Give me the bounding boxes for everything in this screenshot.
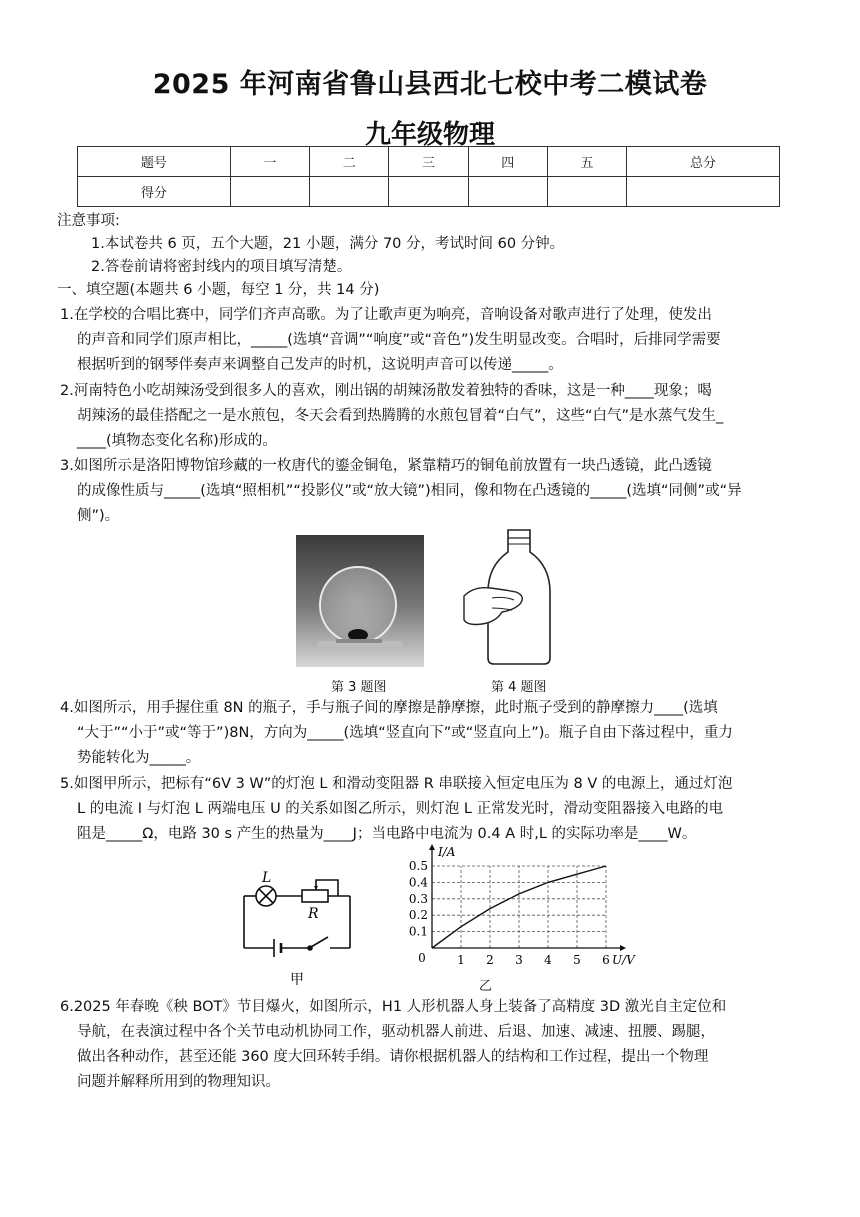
y-tick-label: 0.4 xyxy=(408,875,428,890)
x-tick-label: 5 xyxy=(573,953,581,967)
figure-4-bottle xyxy=(462,528,574,668)
iu-graph xyxy=(404,842,635,994)
score-header-cell: 二 xyxy=(310,147,389,177)
score-cell[interactable] xyxy=(310,177,389,207)
question-1-line: 1.在学校的合唱比赛中，同学们齐声高歌。为了让歌声更为响亮，音响设备对歌声进行了处理，使发出 xyxy=(60,307,712,323)
x-tick-label: 6 xyxy=(602,953,610,967)
question-2-line: 2.河南特色小吃胡辣汤受到很多人的喜欢，刚出锅的胡辣汤散发着独特的香味，这是一种____现象；喝 xyxy=(60,383,712,399)
score-header-cell: 题号 xyxy=(78,147,231,177)
question-2-line: ____(填物态变化名称)形成的。 xyxy=(77,433,277,449)
x-tick-label: 2 xyxy=(486,953,494,967)
score-table xyxy=(77,146,780,207)
score-table-header-row xyxy=(78,147,780,177)
score-header-cell: 总分 xyxy=(627,147,780,177)
x-axis-arrow xyxy=(620,945,626,951)
y-axis-arrow xyxy=(429,844,435,850)
question-6-line: 导航，在表演过程中各个关节电动机协同工作，驱动机器人前进、后退、加速、减速、扭腰、踢腿， xyxy=(77,1024,715,1040)
question-3-line: 3.如图所示是洛阳博物馆珍藏的一枚唐代的鎏金铜龟，紧靠精巧的铜龟前放置有一块凸透镜，此凸透镜 xyxy=(60,458,712,474)
x-tick-label: 1 xyxy=(457,953,465,967)
question-6-line: 做出各种动作，甚至还能 360 度大回环转手绢。请你根据机器人的结构和工作过程，提出一个物理 xyxy=(77,1049,709,1065)
score-cell[interactable] xyxy=(627,177,780,207)
graph-caption: 乙 xyxy=(479,979,493,994)
score-header-cell: 三 xyxy=(389,147,468,177)
circuit-diagram xyxy=(236,862,361,990)
figure-4-caption: 第 4 题图 xyxy=(491,680,547,695)
score-table-score-row xyxy=(78,177,780,207)
question-6-line: 问题并解释所用到的物理知识。 xyxy=(77,1074,280,1090)
y-tick-label: 0.2 xyxy=(408,908,428,923)
question-1-line: 根据听到的钢琴伴奏声来调整自己发声的时机，这说明声音可以传递_____。 xyxy=(77,357,563,373)
note-item: 1.本试卷共 6 页，五个大题，21 小题，满分 70 分，考试时间 60 分钟。 xyxy=(91,236,565,252)
question-3-line: 侧”)。 xyxy=(77,508,120,524)
note-item: 2.答卷前请将密封线内的项目填写清楚。 xyxy=(91,259,352,275)
origin-label: 0 xyxy=(418,951,426,965)
figure-3-photo xyxy=(296,535,424,667)
score-cell[interactable] xyxy=(230,177,309,207)
figure-3-caption: 第 3 题图 xyxy=(331,680,387,695)
score-header-cell: 五 xyxy=(547,147,626,177)
x-tick-label: 4 xyxy=(544,953,552,967)
question-5-line: L 的电流 I 与灯泡 L 两端电压 U 的关系如图乙所示，则灯泡 L 正常发光时，滑动变阻器接入电路的电 xyxy=(77,801,724,817)
score-cell[interactable] xyxy=(389,177,468,207)
exam-title: 2025 年河南省鲁山县西北七校中考二模试卷 xyxy=(152,69,708,100)
lamp-label: L xyxy=(262,870,272,886)
switch-blade xyxy=(311,937,328,947)
section-heading: 一、填空题(本题共 6 小题，每空 1 分，共 14 分) xyxy=(57,282,380,298)
score-row-label: 得分 xyxy=(78,177,231,207)
question-6-line: 6.2025 年春晚《秧 BOT》节目爆火，如图所示，H1 人形机器人身上装备了高精度 3D 激光自主定位和 xyxy=(60,999,727,1015)
exam-subtitle: 九年级物理 xyxy=(364,120,495,150)
question-4-line: 势能转化为_____。 xyxy=(77,750,201,766)
resistor-symbol xyxy=(302,890,328,902)
question-4-line: 4.如图所示，用手握住重 8N 的瓶子，手与瓶子间的摩擦是静摩擦，此时瓶子受到的静摩擦力____(选填 xyxy=(60,700,718,716)
question-5-line: 5.如图甲所示，把标有“6V 3 W”的灯泡 L 和滑动变阻器 R 串联接入恒定电压为 8 V 的电源上，通过灯泡 xyxy=(60,776,733,792)
question-2-line: 胡辣汤的最佳搭配之一是水煎包，冬天会看到热腾腾的水煎包冒着“白气”，这些“白气”是水蒸气发生_ xyxy=(77,408,724,424)
score-header-cell: 四 xyxy=(468,147,547,177)
x-axis-label: U/V xyxy=(612,953,635,967)
y-tick-label: 0.1 xyxy=(408,924,428,939)
score-cell[interactable] xyxy=(468,177,547,207)
x-tick-label: 3 xyxy=(515,953,523,967)
question-1-line: 的声音和同学们原声相比，_____(选填“音调”“响度”或“音色”)发生明显改变。合唱时，后排同学需要 xyxy=(77,332,721,348)
question-5-line: 阻是_____Ω，电路 30 s 产生的热量为____J；当电路中电流为 0.4 A 时,L 的实际功率是____W。 xyxy=(77,826,697,842)
y-tick-label: 0.5 xyxy=(408,859,428,873)
resistor-label: R xyxy=(308,906,319,922)
y-tick-label: 0.3 xyxy=(408,891,428,906)
notes-heading: 注意事项: xyxy=(57,213,120,229)
y-axis-label: I/A xyxy=(438,845,456,859)
question-3-line: 的成像性质与_____(选填“照相机”“投影仪”或“放大镜”)相同，像和物在凸透镜的_____(选填“同侧”或“异 xyxy=(77,483,742,499)
circuit-caption: 甲 xyxy=(290,972,304,988)
score-cell[interactable] xyxy=(547,177,626,207)
score-header-cell: 一 xyxy=(230,147,309,177)
slider-wire xyxy=(316,880,338,896)
question-4-line: “大于”“小于”或“等于”)8N，方向为_____(选填“竖直向下”或“竖直向上”)。瓶子自由下落过程中，重力 xyxy=(77,725,733,741)
